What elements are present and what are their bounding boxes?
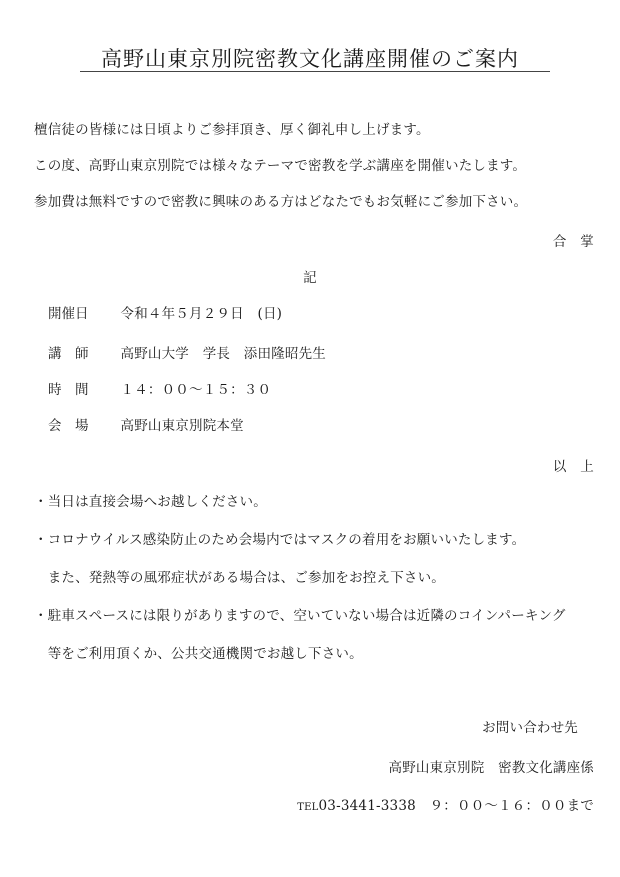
tel-number: 03-3441-3338 ９：００〜１６：００まで xyxy=(318,798,594,814)
detail-label: 開催日 xyxy=(48,306,89,322)
detail-value: １４：００〜１５：３０ xyxy=(120,382,272,398)
detail-row-venue xyxy=(48,414,244,434)
page-title: 高野山東京別院密教文化講座開催のご案内 xyxy=(101,47,519,71)
ki-heading: 記 xyxy=(303,270,317,286)
detail-row-time xyxy=(48,378,271,398)
note-line-2: ・コロナウイルス感染防止のため会場内ではマスクの着用をお願いいたします。 xyxy=(34,532,526,548)
note-line-4: ・駐車スペースには限りがありますので、空いていない場合は近隣のコインパーキング xyxy=(34,608,566,624)
greeting-line-1: 檀信徒の皆様には日頃よりご参拝頂き、厚く御礼申し上げます。 xyxy=(34,122,430,138)
detail-row-lecturer xyxy=(48,342,326,362)
note-line-3: また、発熱等の風邪症状がある場合は、ご参加をお控え下さい。 xyxy=(34,570,445,586)
tel-prefix: TEL xyxy=(297,802,319,813)
detail-value: 令和４年５月２９日 (日) xyxy=(120,306,283,322)
detail-label: 時 間 xyxy=(48,382,89,398)
detail-value: 高野山東京別院本堂 xyxy=(120,418,244,434)
detail-value: 高野山大学 学長 添田隆昭先生 xyxy=(120,346,326,362)
contact-tel xyxy=(297,794,594,814)
detail-label: 会 場 xyxy=(48,418,89,434)
contact-org: 高野山東京別院 密教文化講座係 xyxy=(388,760,594,776)
note-line-5: 等をご利用頂くか、公共交通機関でお越し下さい。 xyxy=(34,646,363,662)
detail-label: 講 師 xyxy=(48,346,89,362)
greeting-line-3: 参加費は無料ですので密教に興味のある方はどなたでもお気軽にご参加下さい。 xyxy=(34,194,528,210)
greeting-line-2: この度、高野山東京別院では様々なテーマで密教を学ぶ講座を開催いたします。 xyxy=(34,158,527,174)
closing-gassho: 合 掌 xyxy=(552,234,594,250)
contact-heading: お問い合わせ先 xyxy=(482,720,578,736)
closing-ijo: 以 上 xyxy=(552,459,594,475)
note-line-1: ・当日は直接会場へお越しください。 xyxy=(34,494,267,510)
detail-row-date xyxy=(48,302,282,322)
title-underline xyxy=(80,71,550,72)
